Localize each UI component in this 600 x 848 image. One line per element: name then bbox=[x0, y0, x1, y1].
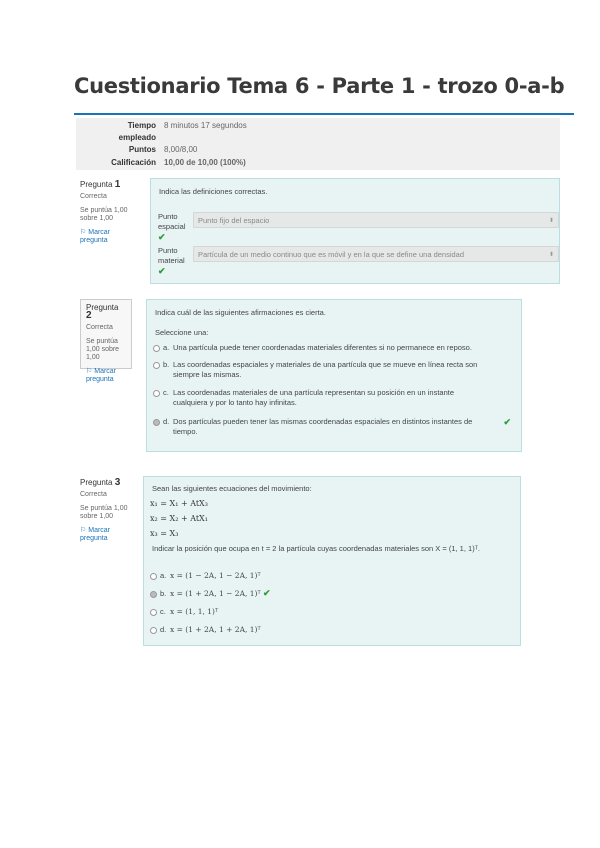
radio-button[interactable] bbox=[153, 345, 160, 352]
question-2-prompt: Indica cuál de las siguientes afirmaciones es cierta. bbox=[155, 308, 326, 317]
question-3-content bbox=[143, 476, 521, 646]
select-caret-icon: ⬍ bbox=[548, 252, 554, 258]
flag-icon: ⚐ bbox=[80, 229, 87, 236]
summary-value-grade: 10,00 de 10,00 (100%) bbox=[164, 158, 246, 167]
match-select-2[interactable]: Partícula de un medio continuo que es móvil y en la que se define una densidad ⬍ bbox=[193, 246, 559, 262]
correct-check-icon: ✔ bbox=[263, 589, 271, 599]
question-1-number: Pregunta 1 bbox=[80, 179, 121, 190]
page-title: Cuestionario Tema 6 - Parte 1 - trozo 0-a-b bbox=[74, 74, 565, 98]
flag-icon: ⚐ bbox=[86, 368, 93, 375]
question-3-grade: Se puntúa 1,00 sobre 1,00 bbox=[80, 505, 128, 520]
summary-label-grade: Calificación bbox=[111, 158, 156, 167]
question-1-info bbox=[80, 181, 132, 245]
q2-option-d[interactable]: d. Dos partículas pueden tener las mismas coordenadas espaciales en distintos instantes de tiempo. ✔ bbox=[153, 417, 511, 427]
match-label-2: Punto material ✔ bbox=[158, 246, 185, 276]
question-1-flag-link[interactable]: ⚐ Marcar pregunta bbox=[80, 229, 111, 244]
attempt-summary bbox=[76, 118, 560, 170]
summary-value-points: 8,00/8,00 bbox=[164, 145, 198, 154]
match-select-1[interactable]: Punto fijo del espacio ⬍ bbox=[193, 212, 559, 228]
question-3-prompt: Indicar la posición que ocupa en t = 2 la partícula cuyas coordenadas materiales son X = (1, 1, 1)ᵀ. bbox=[152, 544, 481, 553]
correct-check-icon: ✔ bbox=[158, 232, 166, 242]
q3-option-c[interactable]: c. x = (1, 1, 1)ᵀ bbox=[150, 607, 510, 617]
equation-2: x₂ = X₂ + AtX₁ bbox=[150, 514, 208, 523]
q2-option-c[interactable]: c. Las coordenadas materiales de una partícula representan su posición en un instante cualquiera y por lo tanto hay infinitas. bbox=[153, 388, 511, 398]
radio-button[interactable] bbox=[150, 609, 157, 616]
q2-option-b[interactable]: b. Las coordenadas espaciales y materiales de una partícula que se mueve en línea recta son siempre las mismas. bbox=[153, 360, 511, 370]
q3-option-a[interactable]: a. x = (1 − 2A, 1 − 2A, 1)ᵀ bbox=[150, 571, 510, 581]
radio-button-selected[interactable] bbox=[153, 419, 160, 426]
question-1-grade: Se puntúa 1,00 sobre 1,00 bbox=[80, 207, 128, 222]
select-caret-icon: ⬍ bbox=[548, 218, 554, 224]
correct-check-icon: ✔ bbox=[158, 266, 166, 276]
question-2-state: Correcta bbox=[86, 324, 113, 331]
flag-icon: ⚐ bbox=[80, 527, 87, 534]
question-2-grade: Se puntúa 1,00 sobre 1,00 bbox=[86, 338, 120, 361]
correct-check-icon: ✔ bbox=[503, 417, 511, 427]
radio-button[interactable] bbox=[150, 627, 157, 634]
select-one-label: Seleccione una: bbox=[155, 328, 209, 337]
question-1-prompt: Indica las definiciones correctas. bbox=[159, 187, 268, 196]
summary-value-time: 8 minutos 17 segundos bbox=[164, 121, 247, 130]
question-3-state: Correcta bbox=[80, 491, 107, 498]
radio-button[interactable] bbox=[153, 362, 160, 369]
title-divider bbox=[74, 113, 574, 115]
summary-label-points: Puntos bbox=[128, 145, 156, 154]
question-2-number: Pregunta 2 bbox=[86, 303, 119, 321]
q3-option-b[interactable]: b. x = (1 + 2A, 1 − 2A, 1)ᵀ ✔ bbox=[150, 589, 510, 599]
question-3-flag-link[interactable]: ⚐ Marcar pregunta bbox=[80, 527, 111, 542]
question-3-info bbox=[80, 479, 132, 543]
equation-3: x₃ = X₃ bbox=[150, 529, 179, 538]
radio-button[interactable] bbox=[153, 390, 160, 397]
question-2-info bbox=[80, 299, 132, 383]
question-1-content bbox=[150, 178, 560, 284]
summary-label-time: Tiempo empleado bbox=[118, 121, 156, 142]
match-label-1: Punto espacial ✔ bbox=[158, 212, 186, 242]
equation-1: x₁ = X₁ + AtX₃ bbox=[150, 499, 208, 508]
question-2-flag-link[interactable]: ⚐ Marcar pregunta bbox=[86, 368, 117, 383]
radio-button-selected[interactable] bbox=[150, 591, 157, 598]
question-3-number: Pregunta 3 bbox=[80, 477, 121, 488]
question-2-content bbox=[146, 299, 522, 452]
question-1-state: Correcta bbox=[80, 193, 107, 200]
question-3-intro: Sean las siguientes ecuaciones del movimiento: bbox=[152, 484, 312, 493]
q3-option-d[interactable]: d. x = (1 + 2A, 1 + 2A, 1)ᵀ bbox=[150, 625, 510, 635]
q2-option-a[interactable]: a. Una partícula puede tener coordenadas materiales diferentes si no permanece en reposo. bbox=[153, 343, 511, 353]
radio-button[interactable] bbox=[150, 573, 157, 580]
